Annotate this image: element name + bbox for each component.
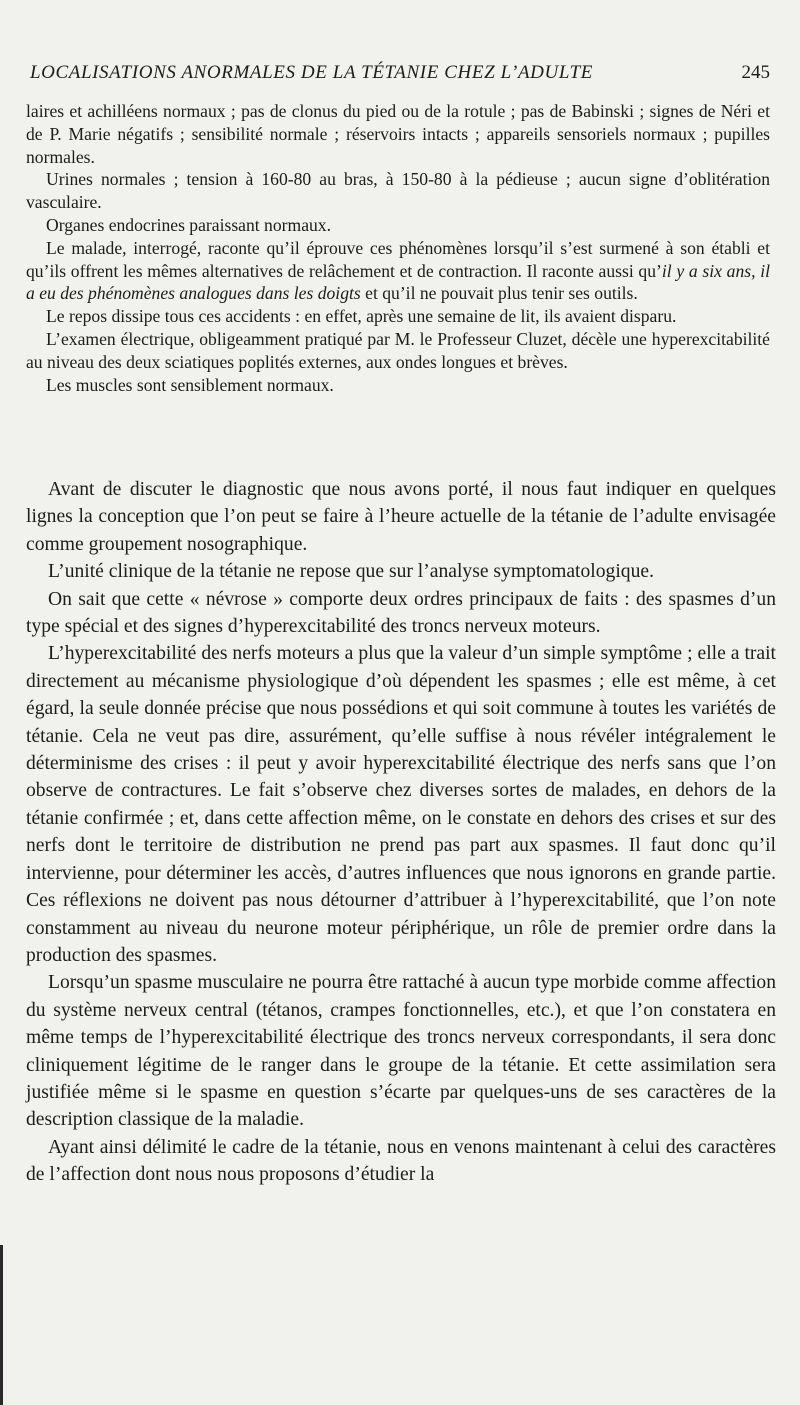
page-number: 245 bbox=[741, 62, 770, 83]
discussion-paragraph: L’unité clinique de la tétanie ne repose que sur l’analyse symptomatologique. bbox=[48, 561, 654, 583]
observation-paragraph: laires et achilléens normaux ; pas de clonus du pied ou de la rotule ; pas de Babinski ; signes de Néri et de P. Marie négatifs ; sensibilité normale ; réservoirs intacts ; appareils sensoriels normaux ; pupilles normales. bbox=[26, 101, 770, 167]
running-header bbox=[30, 62, 770, 84]
case-observation bbox=[26, 100, 770, 396]
running-title: LOCALISATIONS ANORMALES DE LA TÉTANIE CHEZ L’ADULTE bbox=[30, 62, 593, 83]
discussion-text bbox=[26, 476, 776, 1189]
observation-paragraph: Les muscles sont sensiblement normaux. bbox=[46, 374, 334, 395]
discussion-paragraph: Ayant ainsi délimité le cadre de la tétanie, nous en venons maintenant à celui des caractères de l’affection dont nous nous proposons d’étudier la bbox=[26, 1136, 776, 1186]
observation-paragraph: Urines normales ; tension à 160-80 au bras, à 150-80 à la pédieuse ; aucun signe d’oblitération vasculaire. bbox=[26, 169, 770, 213]
discussion-paragraph: L’hyperexcitabilité des nerfs moteurs a plus que la valeur d’un simple symptôme ; elle a trait directement au mécanisme physiologique d’où dépendent les spasmes ; elle est même, à cet égard, la seule donnée précise que nous possédions et qui soit commune à toutes les variétés de tétanie. Cela ne veut pas dire, assurément, qu’elle suffise à nous révéler intégralement le déterminisme des crises : il peut y avoir hyperexcitabilité électrique des nerfs sans que l’on observe de contractures. Le fait s’observe chez diverses sortes de malades, en dehors de la tétanie confirmée ; et, dans cette affection même, on le constate en dehors des crises et sur des nerfs dont le territoire de distribution ne prend pas part aux spasmes. Il faut donc qu’il intervienne, pour déterminer les accès, d’autres influences que nous ignorons en grande partie. Ces réflexions ne doivent pas nous détourner d’attribuer à l’hyperexcitabilité, que l’on note constamment au niveau du neurone moteur périphérique, un rôle de premier ordre dans la production des spasmes. bbox=[26, 643, 776, 966]
observation-paragraph: L’examen électrique, obligeamment pratiqué par M. le Professeur Cluzet, décèle une hyperexcitabilité au niveau des deux sciatiques poplités externes, aux ondes longues et brèves. bbox=[26, 328, 770, 372]
discussion-paragraph: Avant de discuter le diagnostic que nous avons porté, il nous faut indiquer en quelques lignes la conception que l’on peut se faire à l’heure actuelle de la tétanie de l’adulte envisagée comme groupement nosographique. bbox=[26, 479, 776, 555]
observation-paragraph bbox=[26, 237, 770, 305]
observation-text: Le malade, interrogé, raconte qu’il éprouve ces phénomènes lorsqu’il s’est surmené à son établi et qu’ils offrent les mêmes alternatives de relâchement et de contraction. Il raconte aussi qu’ bbox=[26, 237, 770, 281]
observation-italic-text: il y a six ans, il a eu des phénomènes analogues dans les doigts bbox=[26, 260, 770, 304]
discussion-paragraph: Lorsqu’un spasme musculaire ne pourra être rattaché à aucun type morbide comme affection du système nerveux central (tétanos, crampes fonctionnelles, etc.), et que l’on constatera en même temps de l’hyperexcitabilité électrique des troncs nerveux correspondants, il sera donc cliniquement légitime de le ranger dans le groupe de la tétanie. Et cette assimilation sera justifiée même si le spasme en question s’écarte par quelques-uns de ses caractères de la description classique de la maladie. bbox=[26, 972, 776, 1131]
observation-text: et qu’il ne pouvait plus tenir ses outils. bbox=[360, 283, 638, 304]
discussion-paragraph: On sait que cette « névrose » comporte deux ordres principaux de faits : des spasmes d’un type spécial et des signes d’hyperexcitabilité des troncs nerveux moteurs. bbox=[26, 588, 776, 638]
observation-paragraph: Le repos dissipe tous ces accidents : en effet, après une semaine de lit, ils avaient disparu. bbox=[46, 306, 677, 327]
page-edge-shadow bbox=[0, 1245, 3, 1405]
observation-paragraph: Organes endocrines paraissant normaux. bbox=[46, 214, 331, 235]
